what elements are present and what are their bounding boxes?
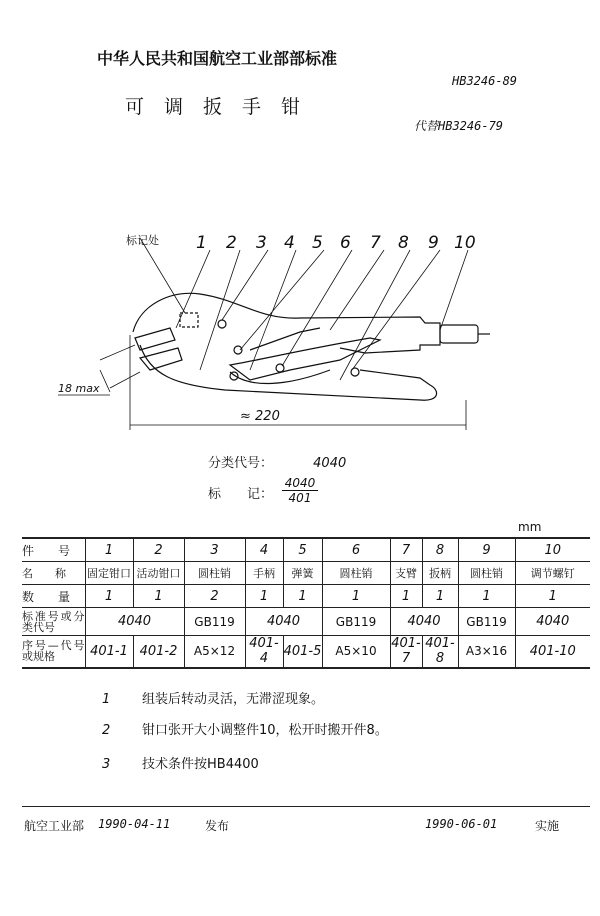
callout-4: 4 <box>284 233 295 253</box>
table-cell: 圆柱销 <box>458 562 515 585</box>
table-cell: 4040 <box>245 608 322 636</box>
table-cell: 401-5 <box>283 636 322 668</box>
note-3 <box>102 753 259 772</box>
table-cell: 1 <box>102 692 111 707</box>
table-cell: 技术条件按HB4400 <box>142 757 259 772</box>
table-cell: 标准号或分类代号 <box>22 609 85 634</box>
table-cell: 数 量 <box>22 589 71 604</box>
note-1 <box>102 688 324 707</box>
table-cell: 活动钳口 <box>133 562 184 585</box>
table-cell: 钳口张开大小调整件10，松开时搬开件8。 <box>142 723 388 738</box>
table-cell: 4 <box>245 538 283 562</box>
issue-label: 发布 <box>205 819 230 833</box>
table-cell: 2 <box>184 585 245 608</box>
callout-5: 5 <box>312 233 323 253</box>
table-cell: 1 <box>85 538 133 562</box>
table-cell: 扳柄 <box>422 562 458 585</box>
table-cell: 弹簧 <box>283 562 322 585</box>
marking-fraction <box>282 476 318 505</box>
jaw-dimension: 18 max <box>58 382 100 395</box>
implementation-date: 1990-06-01 <box>425 817 498 831</box>
table-cell: 401-7 <box>391 636 421 667</box>
length-dimension: ≈ 220 <box>240 409 280 424</box>
table-cell: A5×10 <box>322 636 390 668</box>
table-cell: 1 <box>245 585 283 608</box>
callout-8: 8 <box>398 233 409 253</box>
table-cell: 调节螺钉 <box>515 562 590 585</box>
table-row-standard <box>22 608 590 636</box>
table-cell: 4040 <box>313 456 347 471</box>
callout-7: 7 <box>370 233 381 253</box>
table-cell: 9 <box>458 538 515 562</box>
table-cell: 7 <box>390 538 422 562</box>
table-cell: 2 <box>102 723 111 738</box>
table-cell: 圆柱销 <box>184 562 245 585</box>
table-cell: 4040 <box>85 608 184 636</box>
table-cell: 401-8 <box>422 636 458 668</box>
table-cell: 件 号 <box>22 543 71 558</box>
table-cell: 1 <box>390 585 422 608</box>
callout-3: 3 <box>256 233 267 253</box>
table-cell: 401-1 <box>85 636 133 668</box>
table-cell: 6 <box>322 538 390 562</box>
table-cell: 1 <box>322 585 390 608</box>
table-cell: A3×16 <box>458 636 515 668</box>
table-cell: 1 <box>133 585 184 608</box>
table-cell: 1 <box>458 585 515 608</box>
table-cell: 3 <box>184 538 245 562</box>
table-cell: 组装后转动灵活，无滞涩现象。 <box>142 692 325 707</box>
callout-10: 10 <box>454 233 476 253</box>
footer-divider <box>22 806 590 807</box>
pliers-drawing <box>0 220 600 440</box>
marking-label: 标 记： <box>208 487 274 502</box>
table-cell: 1 <box>283 585 322 608</box>
table-cell: 401 <box>288 491 312 505</box>
issuing-org: 中华人民共和国航空工业部部标准 <box>97 49 338 68</box>
table-cell: GB119 <box>184 608 245 636</box>
table-cell: A5×12 <box>184 636 245 668</box>
table-cell: 名 称 <box>22 567 66 580</box>
doc-title: 可调扳手钳 <box>125 96 321 118</box>
callout-1: 1 <box>196 233 207 253</box>
table-cell: 圆柱销 <box>322 562 390 585</box>
callout-2: 2 <box>226 233 237 253</box>
parts-table <box>22 537 590 669</box>
issuer: 航空工业部 <box>24 819 85 833</box>
mark-location-label: 标记处 <box>126 234 159 247</box>
table-cell: 3 <box>102 757 111 772</box>
callout-6: 6 <box>340 233 351 253</box>
table-row-part-no <box>22 538 590 562</box>
table-cell: 序号—代号或规格 <box>22 639 85 664</box>
table-cell: 8 <box>422 538 458 562</box>
table-cell: 4040 <box>282 476 318 491</box>
table-cell: 1 <box>422 585 458 608</box>
issue-date: 1990-04-11 <box>98 817 171 831</box>
table-cell: GB119 <box>458 608 515 636</box>
replaces-number: 代替HB3246-79 <box>414 119 504 133</box>
table-cell: 4040 <box>515 608 590 636</box>
callout-9: 9 <box>428 233 439 253</box>
implementation-label: 实施 <box>535 819 560 833</box>
table-cell: 1 <box>85 585 133 608</box>
table-cell: 1 <box>515 585 590 608</box>
unit-label: mm <box>518 520 542 534</box>
table-cell: 4040 <box>390 608 458 636</box>
table-cell: 401-2 <box>133 636 184 668</box>
table-cell: 固定钳口 <box>85 562 133 585</box>
table-row-names <box>22 562 590 585</box>
table-cell: 分类代号： <box>208 456 274 471</box>
table-row-spec <box>22 636 590 668</box>
note-2 <box>102 719 388 738</box>
table-cell: 401-10 <box>515 636 590 668</box>
table-cell: 手柄 <box>245 562 283 585</box>
table-cell: 2 <box>133 538 184 562</box>
table-row-qty <box>22 585 590 608</box>
classification-code <box>208 452 346 471</box>
table-cell: 10 <box>515 538 590 562</box>
table-cell: 支臂 <box>390 562 422 585</box>
table-cell: 401-4 <box>245 636 283 668</box>
table-cell: GB119 <box>322 608 390 636</box>
table-cell: 5 <box>283 538 322 562</box>
standard-number: HB3246-89 <box>452 74 518 88</box>
